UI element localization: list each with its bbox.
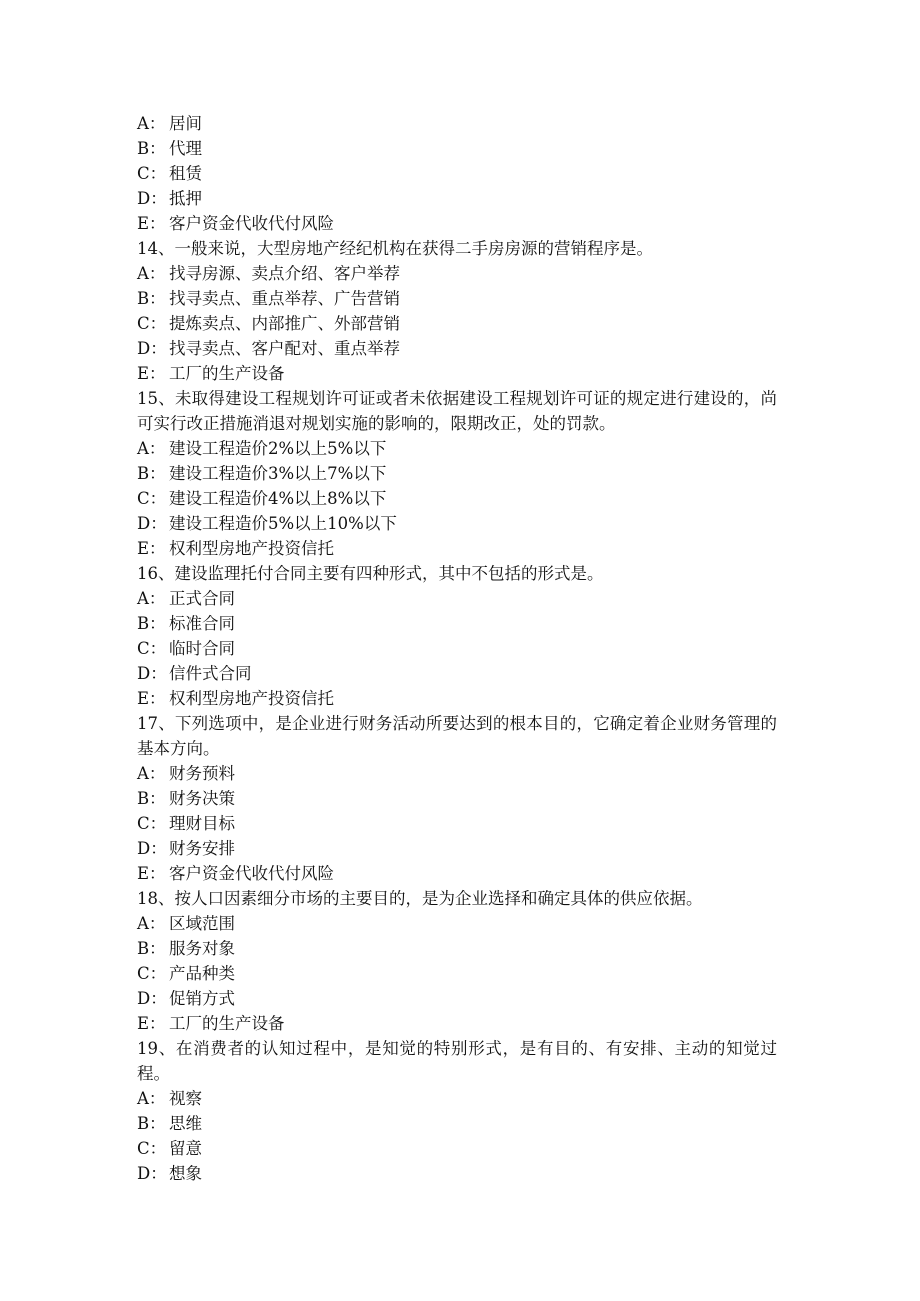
option-label: C： [137,639,167,658]
option-line [137,836,777,861]
option-line [137,1011,777,1036]
option-text: 区域范围 [169,914,235,933]
option-text: 建设工程造价4%以上8%以下 [169,489,387,508]
option-text: 信件式合同 [169,664,252,683]
option-line [137,461,777,486]
option-label: B： [137,289,166,308]
option-line [137,336,777,361]
option-label: E： [137,689,166,708]
option-line [137,211,777,236]
option-line [137,511,777,536]
option-label: A： [137,914,166,933]
document-body [137,111,777,1186]
option-text: 留意 [169,1139,202,1158]
option-label: A： [137,764,166,783]
option-line [137,536,777,561]
option-label: D： [137,839,167,858]
option-text: 临时合同 [169,639,235,658]
option-label: D： [137,1164,167,1183]
option-line [137,611,777,636]
option-line [137,111,777,136]
option-text: 代理 [169,139,202,158]
option-line [137,861,777,886]
option-line [137,486,777,511]
option-label: B： [137,464,166,483]
option-line [137,811,777,836]
option-text: 产品种类 [169,964,235,983]
option-label: C： [137,814,167,833]
option-text: 找寻卖点、客户配对、重点举荐 [169,339,400,358]
option-text: 建设工程造价5%以上10%以下 [169,514,397,533]
option-label: E： [137,214,166,233]
option-line [137,311,777,336]
option-label: B： [137,139,166,158]
option-text: 正式合同 [169,589,235,608]
option-line [137,986,777,1011]
option-label: D： [137,189,167,208]
option-line [137,261,777,286]
option-line [137,436,777,461]
option-label: A： [137,264,166,283]
option-line [137,586,777,611]
option-line [137,761,777,786]
option-label: D： [137,339,167,358]
option-line [137,161,777,186]
question-text: 15、未取得建设工程规划许可证或者未依据建设工程规划许可证的规定进行建设的，尚可实行改正措施消退对规划实施的影响的，限期改正，处的罚款。 [137,389,777,433]
option-label: D： [137,989,167,1008]
option-label: D： [137,664,167,683]
option-line [137,786,777,811]
option-line [137,936,777,961]
option-line [137,1111,777,1136]
option-text: 租赁 [169,164,202,183]
option-line [137,1086,777,1111]
option-text: 找寻卖点、重点举荐、广告营销 [169,289,400,308]
option-text: 居间 [169,114,202,133]
option-text: 客户资金代收代付风险 [169,214,334,233]
option-label: E： [137,1014,166,1033]
option-text: 想象 [169,1164,202,1183]
option-line [137,1136,777,1161]
question-text: 17、下列选项中，是企业进行财务活动所要达到的根本目的，它确定着企业财务管理的基本方向。 [137,714,777,758]
option-line [137,186,777,211]
option-label: B： [137,939,166,958]
option-label: A： [137,589,166,608]
option-label: B： [137,614,166,633]
option-text: 财务安排 [169,839,235,858]
option-text: 提炼卖点、内部推广、外部营销 [169,314,400,333]
option-text: 理财目标 [169,814,235,833]
option-text: 抵押 [169,189,202,208]
option-text: 促销方式 [169,989,235,1008]
option-text: 建设工程造价2%以上5%以下 [169,439,387,458]
option-text: 工厂的生产设备 [169,364,285,383]
option-label: E： [137,364,166,383]
option-line [137,686,777,711]
option-text: 财务决策 [169,789,235,808]
option-label: B： [137,789,166,808]
option-text: 建设工程造价3%以上7%以下 [169,464,387,483]
option-label: C： [137,964,167,983]
question-text: 18、按人口因素细分市场的主要目的，是为企业选择和确定具体的供应依据。 [137,889,703,908]
option-text: 服务对象 [169,939,235,958]
option-label: A： [137,114,166,133]
option-text: 找寻房源、卖点介绍、客户举荐 [169,264,400,283]
option-line [137,1161,777,1186]
question-text: 16、建设监理托付合同主要有四种形式，其中不包括的形式是。 [137,564,604,583]
option-label: A： [137,439,166,458]
option-line [137,361,777,386]
option-line [137,661,777,686]
option-text: 财务预料 [169,764,235,783]
option-label: C： [137,1139,167,1158]
option-label: A： [137,1089,166,1108]
option-line [137,636,777,661]
option-line [137,961,777,986]
option-text: 标准合同 [169,614,235,633]
option-line [137,136,777,161]
option-text: 权利型房地产投资信托 [169,689,334,708]
option-text: 工厂的生产设备 [169,1014,285,1033]
option-line [137,286,777,311]
option-label: B： [137,1114,166,1133]
option-text: 思维 [169,1114,202,1133]
option-label: C： [137,489,167,508]
option-text: 客户资金代收代付风险 [169,864,334,883]
option-label: E： [137,539,166,558]
option-text: 视察 [169,1089,202,1108]
question-text: 14、一般来说，大型房地产经纪机构在获得二手房房源的营销程序是。 [137,239,653,258]
question-text: 19、在消费者的认知过程中，是知觉的特别形式，是有目的、有安排、主动的知觉过程。 [137,1039,777,1083]
option-label: C： [137,314,167,333]
option-label: E： [137,864,166,883]
option-text: 权利型房地产投资信托 [169,539,334,558]
option-line [137,911,777,936]
option-label: D： [137,514,167,533]
option-label: C： [137,164,167,183]
